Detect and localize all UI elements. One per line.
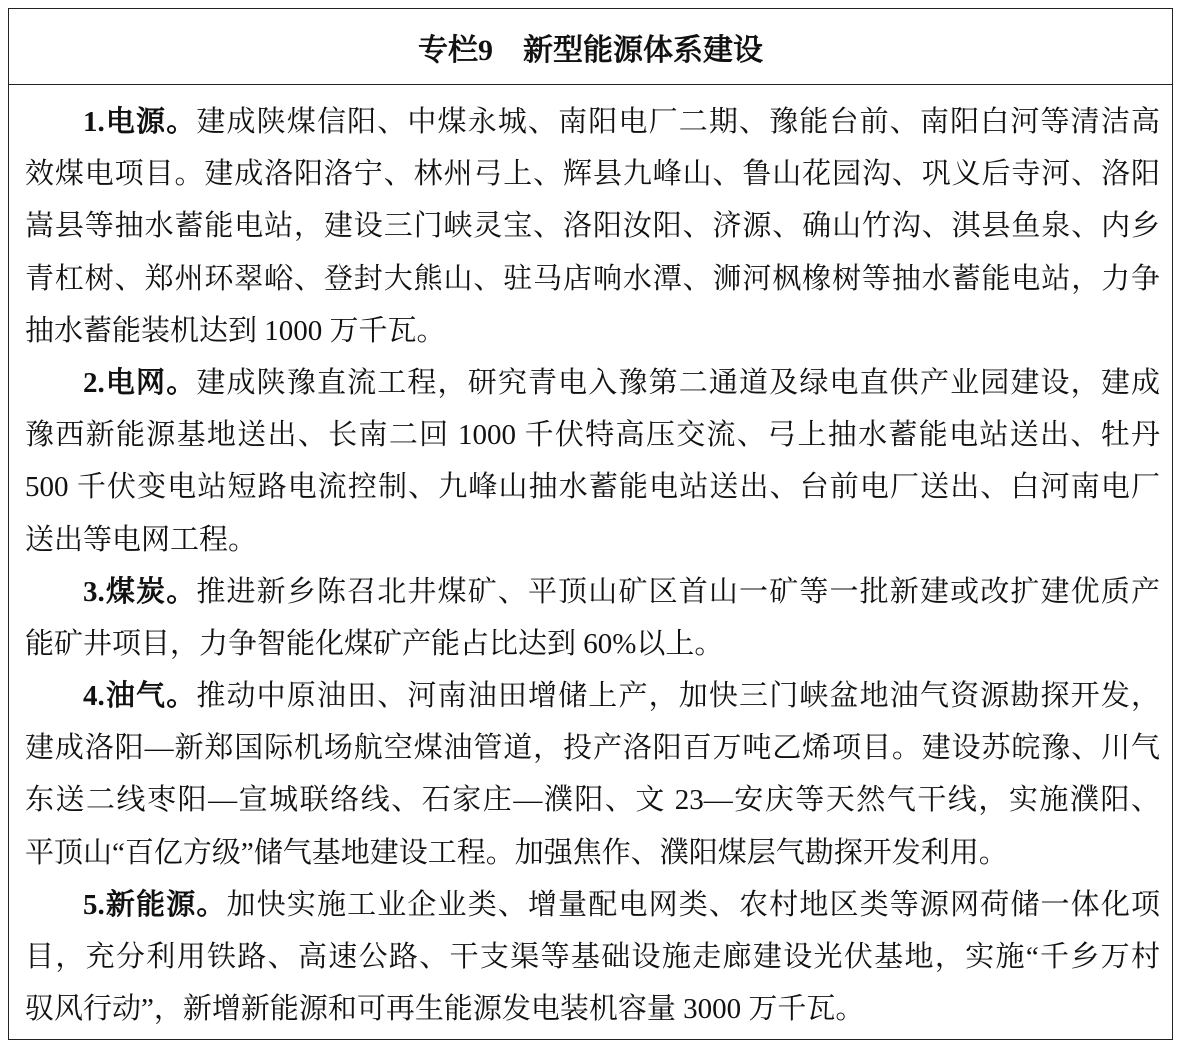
- section-power-supply: [25, 96, 1160, 357]
- paragraph-line: [25, 514, 1160, 566]
- paragraph-line: [25, 774, 1160, 826]
- line-text: 送出等电网工程。: [25, 523, 258, 556]
- paragraph-line: [25, 618, 1160, 670]
- line-text: 建成陕豫直流工程，研究青电入豫第二通道及绿电直供产业园建设，建成: [196, 366, 1160, 399]
- paragraph-line: [25, 96, 1160, 148]
- paragraph-line: [25, 461, 1160, 513]
- paragraph-line: [25, 879, 1160, 931]
- paragraph-line: [25, 148, 1160, 200]
- line-text: 青杠树、郑州环翠峪、登封大熊山、驻马店响水潭、浉河枫橡树等抽水蓄能电站，力争: [25, 262, 1160, 295]
- paragraph-line: [25, 409, 1160, 461]
- paragraph-line: [25, 670, 1160, 722]
- line-text: 目，充分利用铁路、高速公路、干支渠等基础设施走廊建设光伏基地，实施“千乡万村: [25, 941, 1160, 973]
- line-text: 东送二线枣阳—宣城联络线、石家庄—濮阳、文 23—安庆等天然气干线，实施濮阳、: [25, 784, 1160, 817]
- column-title: 专栏9 新型能源体系建设: [418, 33, 763, 67]
- column-box: [8, 8, 1173, 1040]
- paragraph-line: [25, 827, 1160, 879]
- column-title-row: [9, 9, 1172, 85]
- section-coal: [25, 566, 1160, 670]
- paragraph-line: [25, 253, 1160, 305]
- line-text: 效煤电项目。建成洛阳洛宁、林州弓上、辉县九峰山、鲁山花园沟、巩义后寺河、洛阳: [25, 158, 1160, 191]
- line-text: 500 千伏变电站短路电流控制、九峰山抽水蓄能电站送出、台前电厂送出、白河南电厂: [25, 471, 1160, 504]
- paragraph-line: [25, 983, 1160, 1035]
- section-oil-gas: [25, 670, 1160, 879]
- line-text: 推进新乡陈召北井煤矿、平顶山矿区首山一矿等一批新建或改扩建优质产: [196, 575, 1160, 608]
- column-content: [9, 85, 1172, 1035]
- paragraph-line: [25, 357, 1160, 409]
- line-text: 能矿井项目，力争智能化煤矿产能占比达到 60%以上。: [25, 627, 724, 660]
- paragraph-line: [25, 305, 1160, 357]
- section-new-energy: [25, 879, 1160, 1036]
- section-power-grid: [25, 357, 1160, 566]
- line-text: 建成洛阳—新郑国际机场航空煤油管道，投产洛阳百万吨乙烯项目。建设苏皖豫、川气: [25, 732, 1160, 765]
- line-text: 推动中原油田、河南油田增储上产，加快三门峡盆地油气资源勘探开发，: [196, 680, 1160, 713]
- section-heading: 5.新能源。: [83, 888, 227, 921]
- paragraph-line: [25, 200, 1160, 252]
- paragraph-line: [25, 566, 1160, 618]
- line-text: 加快实施工业企业类、增量配电网类、农村地区类等源网荷储一体化项: [226, 888, 1160, 921]
- paragraph-line: [25, 722, 1160, 774]
- section-heading: 3.煤炭。: [83, 575, 197, 608]
- line-text: 抽水蓄能装机达到 1000 万千瓦。: [25, 314, 446, 347]
- line-text: 驭风行动”，新增新能源和可再生能源发电装机容量 3000 万千瓦。: [25, 993, 865, 1026]
- section-heading: 1.电源。: [83, 106, 197, 138]
- paragraph-line: [25, 931, 1160, 983]
- section-heading: 2.电网。: [83, 366, 197, 399]
- line-text: 嵩县等抽水蓄能电站，建设三门峡灵宝、洛阳汝阳、济源、确山竹沟、淇县鱼泉、内乡: [25, 210, 1160, 243]
- section-heading: 4.油气。: [83, 680, 197, 713]
- line-text: 建成陕煤信阳、中煤永城、南阳电厂二期、豫能台前、南阳白河等清洁高: [196, 106, 1160, 138]
- line-text: 豫西新能源基地送出、长南二回 1000 千伏特高压交流、弓上抽水蓄能电站送出、牡丹: [25, 419, 1160, 452]
- line-text: 平顶山“百亿方级”储气基地建设工程。加强焦作、濮阳煤层气勘探开发利用。: [25, 836, 1008, 869]
